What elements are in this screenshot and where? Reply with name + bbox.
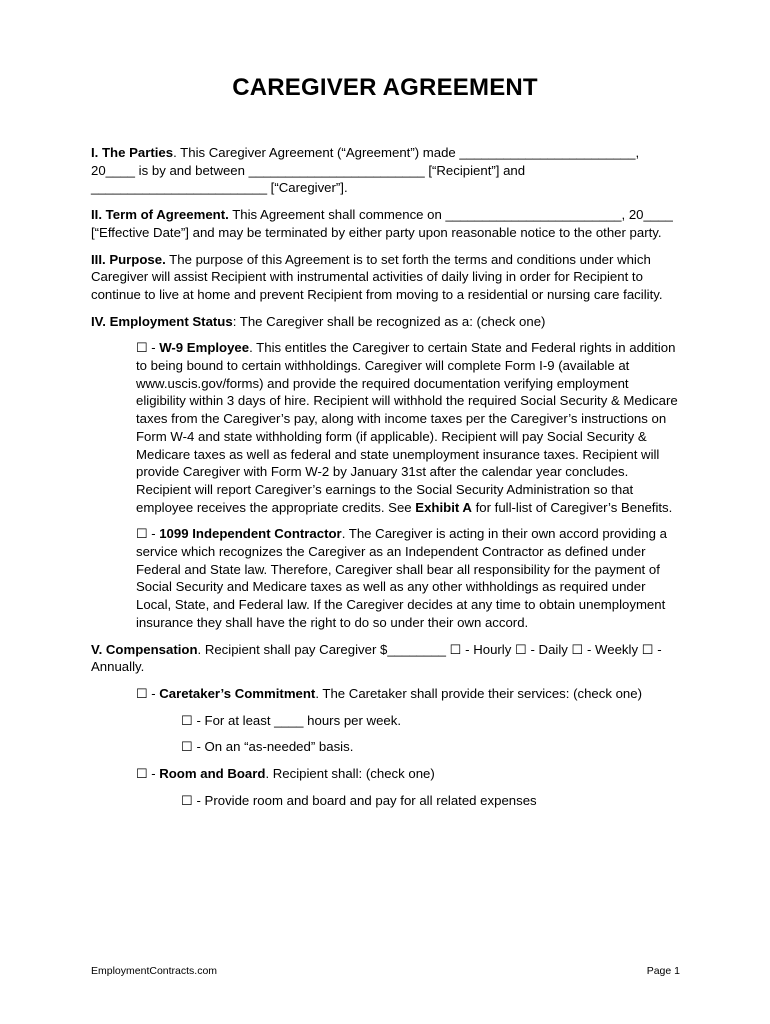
- footer-page-number: Page 1: [646, 965, 680, 977]
- commitment-option: [136, 685, 681, 703]
- commitment-text: . The Caretaker shall provide their services: (check one): [315, 685, 642, 701]
- contractor-option: [136, 525, 681, 631]
- term-section: [91, 206, 681, 241]
- commitment-hours-option[interactable]: ☐ - For at least ____ hours per week.: [181, 712, 401, 728]
- parties-text: . This Caregiver Agreement (“Agreement”) made ________________________, 20____ is by and between ________________________ [“Recipient”] and ________________________ [“Caregiver”].: [91, 145, 640, 196]
- w9-checkbox[interactable]: ☐ -: [136, 340, 160, 356]
- room-board-checkbox[interactable]: ☐ -: [136, 766, 160, 782]
- room-board-label: Room and Board: [159, 766, 266, 782]
- contractor-label: 1099 Independent Contractor: [159, 526, 342, 542]
- compensation-text: . Recipient shall pay Caregiver $________ ☐ - Hourly ☐ - Daily ☐ - Weekly ☐ - Annually.: [91, 641, 662, 675]
- purpose-text: The purpose of this Agreement is to set forth the terms and conditions under which Caregiver will assist Recipient with instrumental activities of daily living in order for Recipient to continue to live at home and prevent Recipient from moving to a residential or nursing care facility.: [91, 251, 663, 302]
- document-title: CAREGIVER AGREEMENT: [232, 74, 538, 101]
- w9-text-b: for full-list of Caregiver’s Benefits.: [471, 499, 673, 515]
- commitment-checkbox[interactable]: ☐ -: [136, 685, 160, 701]
- term-heading: II. Term of Agreement.: [91, 207, 229, 223]
- compensation-section: [91, 641, 681, 676]
- contractor-checkbox[interactable]: ☐ -: [136, 526, 160, 542]
- parties-heading: I. The Parties: [91, 145, 174, 160]
- room-board-option: [136, 765, 681, 783]
- w9-label: W-9 Employee: [159, 340, 250, 356]
- commitment-as-needed-option[interactable]: ☐ - On an “as-needed” basis.: [181, 739, 354, 755]
- footer-site: EmploymentContracts.com: [91, 965, 218, 977]
- room-board-text: . Recipient shall: (check one): [265, 766, 435, 782]
- exhibit-a-ref: Exhibit A: [415, 499, 472, 515]
- compensation-heading: V. Compensation: [91, 641, 198, 657]
- w9-option: [136, 339, 681, 516]
- employment-section: [91, 313, 681, 331]
- commitment-label: Caretaker’s Commitment: [159, 685, 316, 701]
- purpose-section: [91, 251, 681, 304]
- room-board-provide-option[interactable]: ☐ - Provide room and board and pay for all related expenses: [181, 792, 537, 808]
- employment-text: : The Caregiver shall be recognized as a: (check one): [232, 313, 546, 329]
- contractor-text: . The Caregiver is acting in their own accord providing a service which recognizes the Caregiver as an Independent Contractor as defined under Federal and State law. Therefore, Caregiver shall bear all responsibility for the payment of Social Security and Medicare taxes as well as any other withholdings as required under Local, State, and Federal law. If the Caregiver decides at any time to obtain unemployment insurance they shall have the right to do so under their own accord.: [136, 526, 667, 630]
- parties-section: [91, 144, 681, 197]
- document-body: [91, 144, 681, 819]
- purpose-heading: III. Purpose.: [91, 251, 166, 267]
- employment-heading: IV. Employment Status: [91, 313, 233, 329]
- term-text: This Agreement shall commence on ________________________, 20____ [“Effective Date”] and may be terminated by either party upon reasonable notice to the other party.: [91, 207, 673, 240]
- w9-text-a: . This entitles the Caregiver to certain State and Federal rights in addition to being bound to certain withholdings. Caregiver will complete Form I-9 (available at www.uscis.gov/forms) and provide the required documentation verifying employment eligibility within 3 days of hire. Recipient will withhold the required Social Security & Medicare taxes from the Caregiver’s pay, along with income taxes per the Caregiver’s instructions on Form W-4 and state withholding form (if applicable). Recipient will pay Social Security & Medicare taxes as well as federal and state unemployment insurance taxes. Recipient will provide Caregiver with Form W-2 by January 31st after the calendar year concludes. Recipient will report Caregiver’s earnings to the Social Security Administration so that employee receives the appropriate credits. See: [136, 340, 678, 515]
